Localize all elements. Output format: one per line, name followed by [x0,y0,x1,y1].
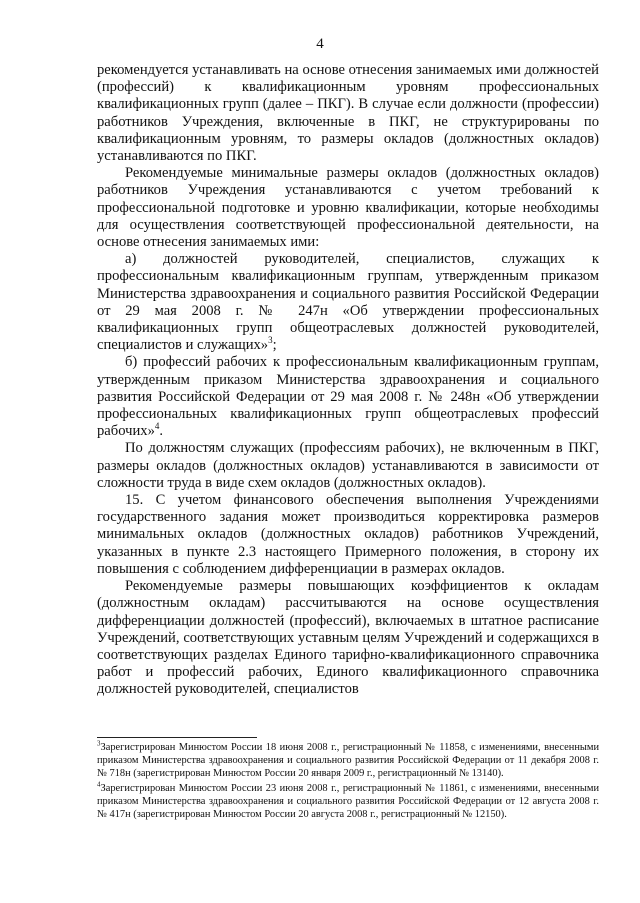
clause-15 [97,492,599,578]
list-item-b [97,354,599,440]
list-item-a-text: а) должностей руководителей, специалистов, служащих к профессиональным квалификационным группам, утвержденным приказом Министерства здравоохранения и социального развития Российской Федерации от 29 мая 2008 г. № 247н «Об утверждении профессиональных квалификационных групп общеотраслевых должностей руководителей, специалистов и служащих» [97,251,599,354]
paragraph-7-text: Рекомендуемые размеры повышающих коэффициентов к окладам (должностным окладам) рассчитываются на основе осуществления дифференциации должностей (профессий), включаемых в штатное расписание Учреждений, соответствующих уставным целям Учреждений и содержащихся в соответствующих разделах Единого тарифно-квалификационного справочника работ и профессий рабочих, Единого квалификационного справочника должностей руководителей, специалистов [97,578,599,698]
footnote-4-text: Зарегистрирован Минюстом России 23 июня 2008 г., регистрационный № 11861, с изменениями, внесенными приказом Министерства здравоохранения и социального развития Российской Федерации от 12 августа 2008 г. № 417н (зарегистрирован Минюстом России 20 августа 2008 г., регистрационный № 12150). [97,782,599,821]
paragraph-coefficients [97,578,599,698]
paragraph-5-text: По должностям служащих (профессиям рабочих), не включенным в ПКГ, размеры окладов (должностных окладов) устанавливаются в зависимости от сложности труда в виде схем окладов (должностных окладов). [97,440,599,491]
paragraph-continuation [97,62,599,165]
list-item-b-text: б) профессий рабочих к профессиональным квалификационным группам, утвержденным приказом Министерства здравоохранения и социального развития Российской Федерации от 29 мая 2008 г. № 248н «Об утверждении профессиональных квалификационных групп общеотраслевых профессий рабочих» [97,354,599,440]
footnote-ref-4[interactable]: 4 [154,421,160,432]
paragraph-non-pkg-positions [97,440,599,492]
body-text [97,62,599,699]
list-item-a-end: ; [272,337,277,354]
footnote-3 [97,741,599,781]
footnote-4-mark: 4 [97,780,101,789]
list-item-a [97,251,599,354]
paragraph-2-text: Рекомендуемые минимальные размеры окладов (должностных окладов) работников Учреждения устанавливаются с учетом требований к профессиональной подготовке и уровню квалификации, которые необходимы для осуществления соответствующей профессиональной деятельности, на основе отнесения занимаемых ими: [97,165,599,251]
footnotes [97,741,599,822]
footnote-separator [97,737,257,738]
paragraph-minimum-salaries [97,165,599,251]
clause-15-text: 15. С учетом финансового обеспечения выполнения Учреждениями государственного задания может производиться корректировка размеров минимальных окладов (должностных окладов) работников Учреждений, указанных в пункте 2.3 настоящего Примерного положения, в сторону их повышения с соблюдением дифференциации в размерах окладов. [97,492,599,577]
footnote-ref-3[interactable]: 3 [268,335,273,346]
page-number: 4 [316,36,324,52]
footnote-3-mark: 3 [97,739,101,748]
list-item-b-end: . [159,423,164,440]
footnote-4 [97,782,599,822]
footnote-3-text: Зарегистрирован Минюстом России 18 июня 2008 г., регистрационный № 11858, с изменениями, внесенными приказом Министерства здравоохранения и социального развития Российской Федерации от 11 декабря 2008 г. № 718н (зарегистрирован Минюстом России 20 января 2009 г., регистрационный № 13140). [97,742,599,780]
paragraph-1-text: рекомендуется устанавливать на основе отнесения занимаемых ими должностей (профессий) к квалификационным уровням профессиональных квалификационных групп (далее – ПКГ). В случае если должности (профессии) работников Учреждения, включенные в ПКГ, не структурированы по квалификационным уровням, то размеры окладов (должностных окладов) устанавливаются по ПКГ. [97,62,599,165]
